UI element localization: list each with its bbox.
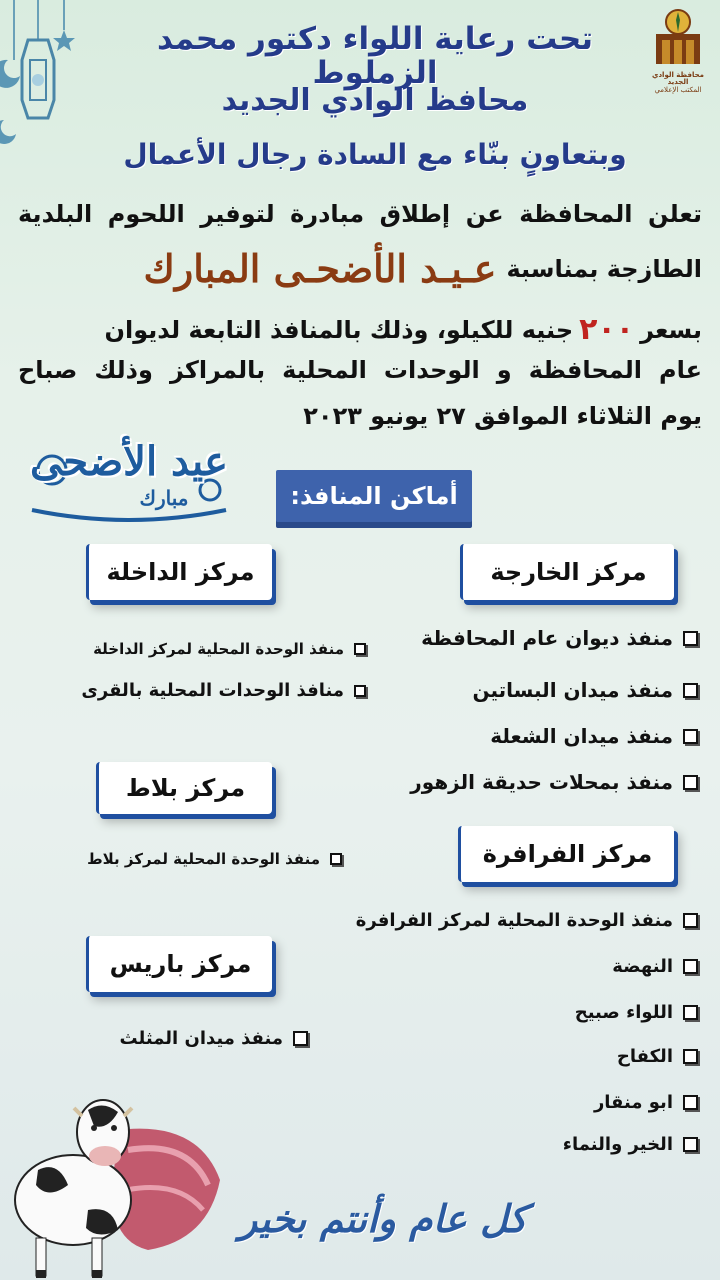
eid-calligraphy-logo — [22, 430, 236, 530]
center-balat-title: مركز بلاط — [96, 762, 272, 814]
kharga-item-4 — [410, 770, 698, 794]
kharga-item-3 — [490, 724, 698, 748]
dakhla-item-2-label: منافذ الوحدات المحلية بالقرى — [81, 680, 344, 701]
farafra-item-1-label: منفذ الوحدة المحلية لمركز الفرافرة — [355, 910, 673, 931]
farafra-item-2-label: النهضة — [612, 956, 673, 977]
price-prefix: بسعر — [640, 315, 702, 344]
announcement-line2-prefix: الطازجة بمناسبة — [506, 254, 702, 283]
farafra-item-1 — [356, 910, 698, 931]
kharga-item-3-label: منفذ ميدان الشعلة — [490, 724, 673, 748]
checkbox-icon — [683, 1095, 698, 1110]
eid-title: عـيـد الأضحـى المبارك — [143, 246, 497, 291]
price-value: ٢٠٠ — [579, 312, 635, 347]
farafra-item-6-label: الخير والنماء — [562, 1134, 673, 1155]
farafra-item-5-label: ابو منقار — [593, 1092, 673, 1113]
announcement-line1: تعلن المحافظة عن إطلاق مبادرة لتوفير اللحوم البلدية — [18, 200, 702, 228]
checkbox-icon — [683, 1049, 698, 1064]
announcement-line4: عام المحافظة و الوحدات المحلية بالمراكز وذلك صباح — [18, 356, 702, 384]
header-line3: وبتعاونٍ بنّاء مع السادة رجال الأعمال — [123, 138, 627, 171]
farafra-item-6 — [563, 1134, 698, 1155]
price-suffix: جنيه للكيلو، وذلك بالمنافذ التابعة لديوان — [104, 315, 574, 344]
farafra-item-4-label: الكفاح — [616, 1046, 673, 1067]
checkbox-icon — [683, 775, 698, 790]
checkbox-icon — [330, 853, 342, 865]
checkbox-icon — [683, 1137, 698, 1152]
eid-logo-sub: مبارك — [139, 486, 189, 510]
dakhla-item-1-label: منفذ الوحدة المحلية لمركز الداخلة — [93, 640, 344, 658]
center-dakhla-title: مركز الداخلة — [86, 544, 272, 600]
farafra-item-3-label: اللواء صبيح — [574, 1002, 673, 1023]
eid-logo-main: عيد الأضحى — [30, 438, 228, 485]
paris-item-1-label: منفذ ميدان المثلث — [119, 1028, 283, 1049]
checkbox-icon — [683, 913, 698, 928]
checkbox-icon — [683, 1005, 698, 1020]
logo-line2: المكتب الإعلامي — [654, 86, 702, 94]
announcement-line3 — [18, 312, 702, 347]
kharga-item-2-label: منفذ ميدان البساتين — [472, 678, 673, 702]
farafra-item-4 — [617, 1046, 698, 1067]
cow-and-meat-illustration-icon — [8, 1090, 228, 1280]
farafra-item-3 — [575, 1002, 698, 1023]
lantern-decoration-icon — [0, 0, 90, 150]
center-kharga-title: مركز الخارجة — [460, 544, 674, 600]
farafra-item-2 — [612, 956, 698, 977]
checkbox-icon — [293, 1031, 308, 1046]
center-farafra-title: مركز الفرافرة — [458, 826, 674, 882]
announcement-line2 — [18, 246, 702, 291]
balat-item-1 — [87, 850, 342, 868]
governorate-emblem-icon — [652, 4, 704, 68]
header-line1: تحت رعاية اللواء دكتور محمد الزملوط — [157, 21, 593, 92]
kharga-item-1-label: منفذ ديوان عام المحافظة — [421, 626, 673, 650]
checkbox-icon — [683, 631, 698, 646]
kharga-item-2 — [472, 678, 698, 702]
logo-line1: محافظة الوادي الجديد — [652, 71, 704, 86]
outlets-title: أماكن المنافذ: — [276, 470, 472, 522]
checkbox-icon — [683, 683, 698, 698]
header-line2: محافظ الوادي الجديد — [221, 83, 529, 118]
dakhla-item-1 — [93, 640, 366, 658]
announcement-line5: يوم الثلاثاء الموافق ٢٧ يونيو ٢٠٢٣ — [303, 402, 702, 430]
footer-greeting: كل عام وأنتم بخير — [238, 1196, 528, 1241]
dakhla-item-2 — [81, 680, 366, 701]
checkbox-icon — [683, 959, 698, 974]
center-paris-title: مركز باريس — [86, 936, 272, 992]
kharga-item-1 — [421, 626, 698, 650]
paris-item-1 — [119, 1028, 308, 1049]
farafra-item-5 — [594, 1092, 698, 1113]
balat-item-1-label: منفذ الوحدة المحلية لمركز بلاط — [87, 850, 320, 868]
checkbox-icon — [354, 685, 366, 697]
checkbox-icon — [683, 729, 698, 744]
governorate-logo — [644, 4, 712, 100]
checkbox-icon — [354, 643, 366, 655]
kharga-item-4-label: منفذ بمحلات حديقة الزهور — [410, 770, 673, 794]
